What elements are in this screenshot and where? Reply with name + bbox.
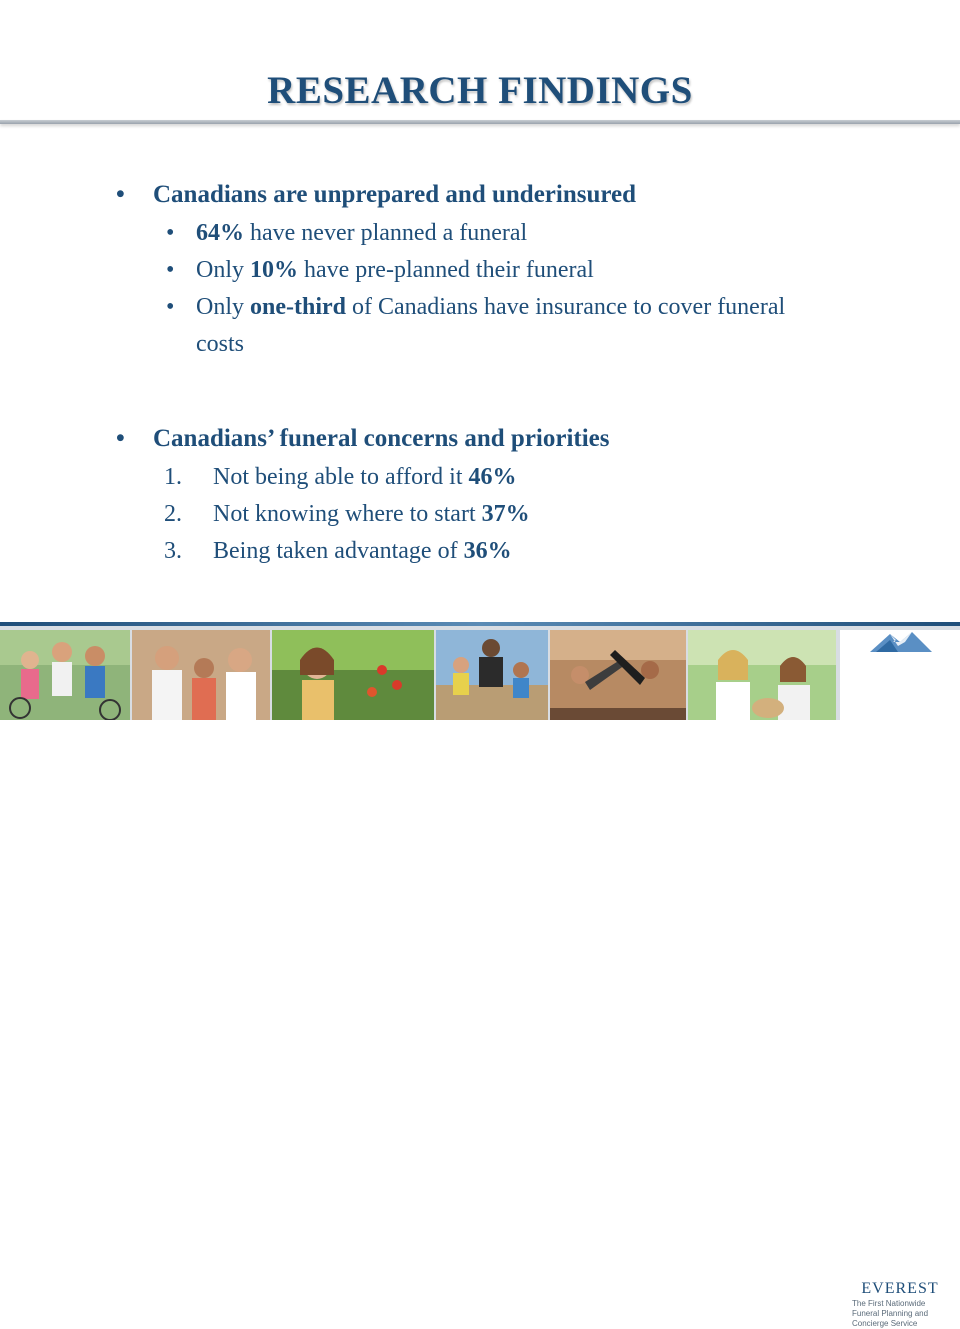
numbered-item: 1. Not being able to afford it 46% (116, 459, 816, 496)
logo-wordmark: EVEREST (861, 1280, 939, 1297)
logo-tagline: The First Nationwide Funeral Planning and Concierge Service (852, 1299, 929, 1328)
numbered-item: 3. Being taken advantage of 36% (116, 533, 816, 570)
mountain-icon (870, 632, 932, 652)
section-unprepared (116, 177, 816, 363)
title-divider (0, 120, 960, 124)
section-heading: • Canadians’ funeral concerns and priorities (116, 421, 816, 457)
bullet-icon: • (116, 425, 125, 452)
bullet-icon: • (166, 294, 175, 320)
person-photo (272, 630, 434, 720)
family-photo (132, 630, 270, 720)
list-item: • Only one-third of Canadians have insurance to cover funeral costs (116, 289, 816, 363)
item-number: 1. (164, 464, 182, 490)
bullet-icon: • (166, 257, 175, 283)
section-heading: • Canadians are unprepared and underinsured (116, 177, 816, 213)
item-number: 3. (164, 538, 182, 564)
bullet-icon: • (166, 220, 175, 246)
family-photo (436, 630, 548, 720)
slide-title: RESEARCH FINDINGS (267, 69, 693, 112)
person-photo (550, 630, 686, 720)
item-number: 2. (164, 501, 182, 527)
list-item: • Only 10% have pre-planned their funeral (116, 252, 816, 289)
person-photo (688, 630, 836, 720)
numbered-item: 2. Not knowing where to start 37% (116, 496, 816, 533)
family-photo (0, 630, 130, 720)
bullet-icon: • (116, 181, 125, 208)
everest-logo (840, 630, 960, 1328)
list-item: • 64% have never planned a funeral (116, 215, 816, 252)
section-concerns (116, 421, 816, 570)
